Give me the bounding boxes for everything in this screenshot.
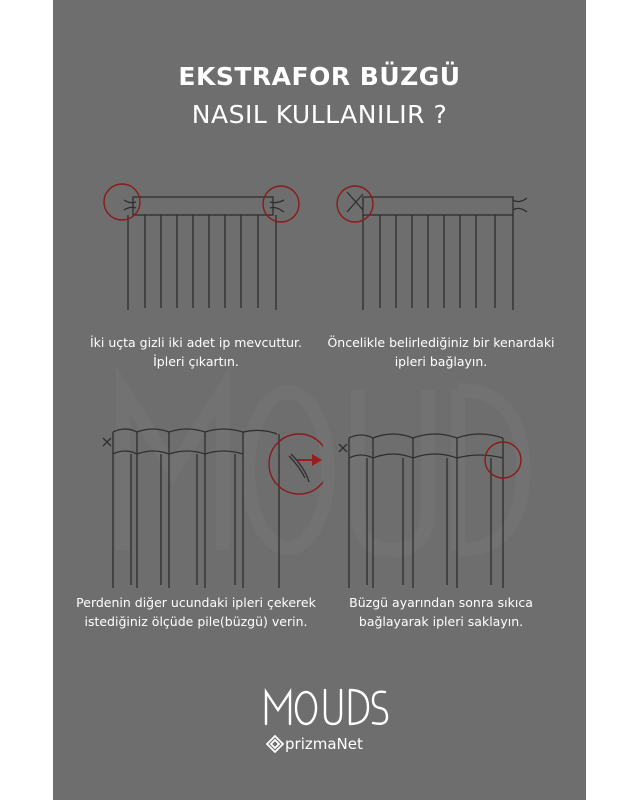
step-1-caption-line-1: İki uçta gizli iki adet ip mevcuttur. bbox=[89, 335, 303, 350]
step-3-caption-line-2: istediğiniz ölçüde pile(büzgü) verin. bbox=[84, 614, 308, 629]
step-4-caption-line-2: bağlayarak ipleri saklayın. bbox=[358, 614, 524, 629]
step-3-illustration bbox=[93, 420, 323, 595]
instruction-panel bbox=[53, 0, 586, 800]
step-1-caption bbox=[76, 333, 316, 371]
step-2-caption-line-2: ipleri bağlayın. bbox=[394, 354, 488, 369]
title-line-1: EKSTRAFOR BÜZGÜ bbox=[178, 62, 461, 91]
step-4-caption bbox=[321, 593, 561, 631]
sub-brand-text: prizmaNet bbox=[285, 735, 363, 753]
step-2-illustration bbox=[333, 180, 543, 330]
step-1-caption-line-2: İpleri çıkartın. bbox=[153, 354, 239, 369]
step-3-caption-line-1: Perdenin diğer ucundaki ipleri çekerek bbox=[76, 595, 316, 610]
prizma-diamond-icon bbox=[267, 736, 283, 752]
title-line-2: NASIL KULLANILIR ? bbox=[191, 100, 448, 129]
step-4-caption-line-1: Büzgü ayarından sonra sıkıca bbox=[349, 595, 533, 610]
brand-logo bbox=[53, 676, 586, 766]
step-4-illustration bbox=[333, 420, 543, 595]
step-2-caption bbox=[321, 333, 561, 371]
step-1-illustration bbox=[98, 180, 308, 330]
step-3-caption bbox=[76, 593, 316, 631]
step-2-caption-line-1: Öncelikle belirlediğiniz bir kenardaki bbox=[327, 335, 555, 350]
mouds-wordmark bbox=[266, 690, 387, 724]
